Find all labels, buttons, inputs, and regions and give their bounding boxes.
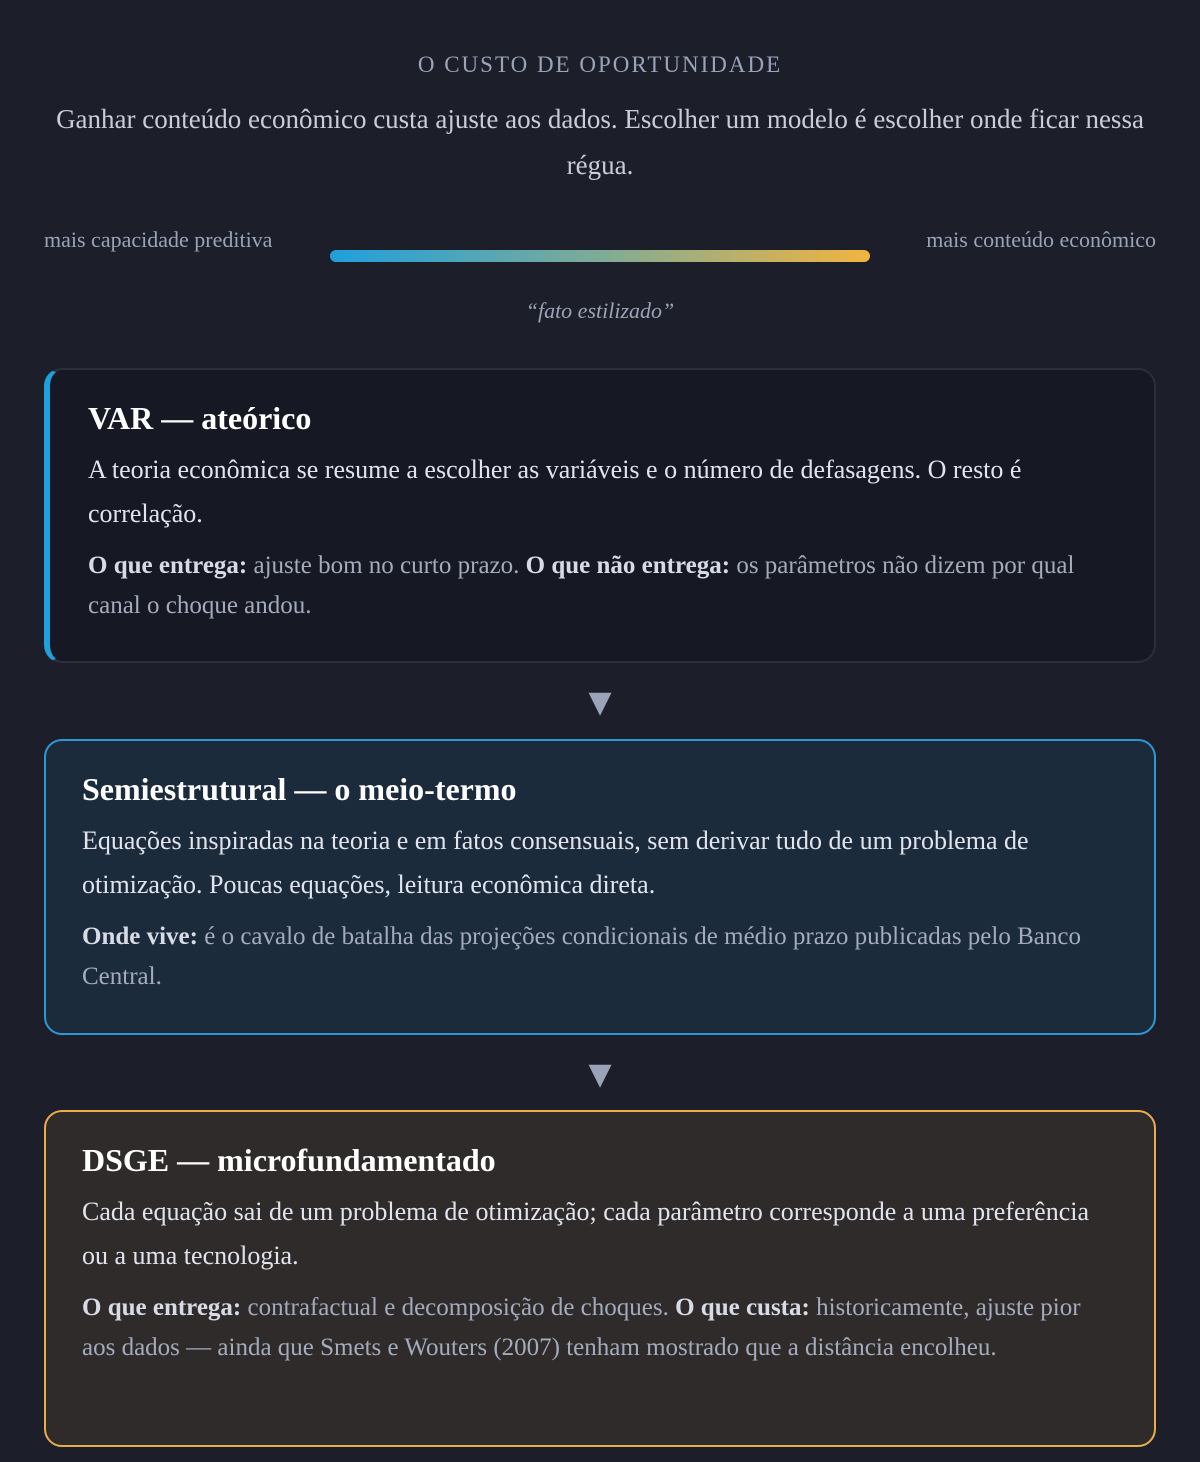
card-dsge-label-delivers: O que entrega: bbox=[82, 1294, 242, 1321]
card-semi-body: Equações inspiradas na teoria e em fatos consensuais, sem derivar tudo de um problema de otimização. Poucas equações, leitura econômica direta. bbox=[82, 826, 1029, 899]
card-var-text-delivers: ajuste bom no curto prazo. bbox=[247, 552, 526, 579]
card-dsge-text-costs: historicamente, ajuste pior aos dados — ainda que Smets e Wouters (2007) tenham mostrado que a distância encolheu. bbox=[82, 1294, 1081, 1361]
card-semi-note bbox=[82, 917, 1114, 997]
card-dsge-body: Cada equação sai de um problema de otimização; cada parâmetro corresponde a uma preferência ou a uma tecnologia. bbox=[82, 1197, 1089, 1270]
scale-left-label: mais capacidade preditiva bbox=[44, 227, 273, 252]
card-var-label-not-delivers: O que não entrega: bbox=[525, 552, 731, 579]
down-arrow-icon: ▼ bbox=[588, 1057, 612, 1092]
card-var-note bbox=[88, 546, 1114, 626]
tradeoff-gradient-bar bbox=[330, 250, 870, 262]
card-var-text-not-delivers: os parâmetros não dizem por qual canal o choque andou. bbox=[88, 552, 1075, 619]
card-var-body: A teoria econômica se resume a escolher as variáveis e o número de defasagens. O resto é correlação. bbox=[88, 455, 1022, 528]
card-var-label-delivers: O que entrega: bbox=[88, 552, 248, 579]
section-lede: Ganhar conteúdo econômico custa ajuste aos dados. Escolher um modelo é escolher onde ficar nessa régua. bbox=[56, 104, 1144, 180]
card-dsge-note bbox=[82, 1288, 1114, 1368]
card-semi-title: Semiestrutural — o meio-termo bbox=[82, 771, 517, 807]
card-semiestrutural bbox=[44, 739, 1156, 1035]
card-dsge-label-costs: O que custa: bbox=[675, 1294, 810, 1321]
card-semi-label-where: Onde vive: bbox=[82, 923, 198, 950]
card-var bbox=[44, 368, 1156, 663]
card-semi-text-where: é o cavalo de batalha das projeções condicionais de médio prazo publicadas pelo Banco Central. bbox=[82, 923, 1081, 990]
scale-caption: “fato estilizado” bbox=[525, 298, 675, 323]
down-arrow-icon: ▼ bbox=[588, 685, 612, 720]
section-eyebrow: O CUSTO DE OPORTUNIDADE bbox=[417, 52, 783, 77]
card-dsge-title: DSGE — microfundamentado bbox=[82, 1142, 496, 1178]
card-dsge-text-delivers: contrafactual e decomposição de choques. bbox=[241, 1294, 676, 1321]
card-var-title: VAR — ateórico bbox=[88, 400, 312, 436]
scale-right-label: mais conteúdo econômico bbox=[926, 227, 1156, 252]
card-dsge bbox=[44, 1110, 1156, 1447]
